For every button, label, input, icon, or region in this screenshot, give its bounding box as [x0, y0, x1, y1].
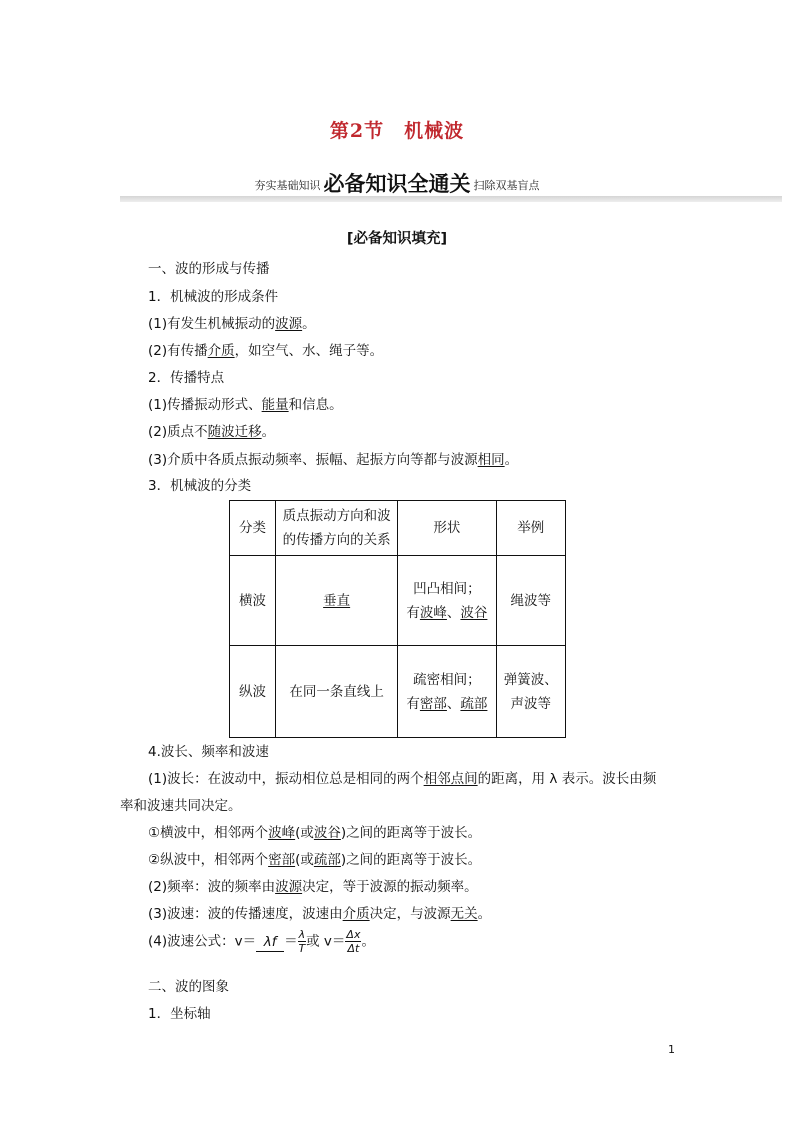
text-line: (2)质点不随波迁移。 — [148, 424, 276, 440]
section-header: [必备知识填充] — [346, 231, 448, 247]
text-line: (1)有发生机械振动的波源。 — [148, 316, 316, 332]
wave-classification-table — [229, 500, 566, 738]
formula-blank: λf — [256, 933, 284, 952]
table-row — [230, 556, 566, 646]
heading-1-3: 3．机械波的分类 — [148, 478, 252, 494]
text-line: ②纵波中，相邻两个密部(或疏部)之间的距离等于波长。 — [148, 852, 482, 868]
table-cell: 横波 — [230, 556, 276, 646]
text-line: (3)介质中各质点振动频率、振幅、起振方向等都与波源相同。 — [148, 452, 519, 468]
table-header-row — [230, 501, 566, 556]
table-cell: 绳波等 — [496, 556, 566, 646]
table-row — [230, 646, 566, 738]
banner-center: 必备知识全通关 — [323, 172, 471, 196]
table-cell: 凹凸相间； 有波峰、波谷 — [398, 556, 496, 646]
table-header: 举例 — [496, 501, 566, 556]
heading-1-4: 4.波长、频率和波速 — [148, 744, 269, 760]
formula-line: (4)波速公式：v＝ λf ＝ $\frac{\lambda}{T}$ 或 v＝ $\frac{\Delta x}{\Delta t}$ 。 — [148, 928, 375, 955]
banner-left: 夯实基础知识 — [254, 179, 321, 192]
heading-1-2: 2．传播特点 — [148, 370, 225, 386]
text-line: (3)波速：波的传播速度，波速由介质决定，与波源无关。 — [148, 906, 492, 922]
table-cell: 在同一条直线上 — [275, 646, 397, 738]
table-cell: 弹簧波、 声波等 — [496, 646, 566, 738]
table-header: 质点振动方向和波的传播方向的关系 — [275, 501, 397, 556]
section-banner — [0, 172, 794, 198]
text-line: (1)传播振动形式、能量和信息。 — [148, 397, 343, 413]
fraction: $\frac{\Delta x}{\Delta t}$ — [346, 928, 361, 955]
banner-right: 扫除双基盲点 — [473, 179, 540, 192]
heading-2-1: 1．坐标轴 — [148, 1006, 211, 1022]
text-line: (1)波长：在波动中，振动相位总是相同的两个相邻点间的距离，用 λ 表示。波长由频 — [148, 771, 657, 787]
page-number: 1 — [668, 1043, 675, 1056]
table-cell: 疏密相间； 有密部、疏部 — [398, 646, 496, 738]
table-cell: 垂直 — [275, 556, 397, 646]
page-title: 第2节 机械波 — [329, 120, 465, 142]
table-header: 形状 — [398, 501, 496, 556]
heading-2: 二、波的图象 — [148, 979, 229, 995]
heading-1: 一、波的形成与传播 — [148, 261, 270, 277]
heading-1-1: 1．机械波的形成条件 — [148, 289, 279, 305]
table-header: 分类 — [230, 501, 276, 556]
table-cell: 纵波 — [230, 646, 276, 738]
text-line: ①横波中，相邻两个波峰(或波谷)之间的距离等于波长。 — [148, 825, 482, 841]
text-line: (2)有传播介质，如空气、水、绳子等。 — [148, 343, 384, 359]
text-line: 率和波速共同决定。 — [120, 798, 242, 814]
text-line: (2)频率：波的频率由波源决定，等于波源的振动频率。 — [148, 879, 478, 895]
fraction: $\frac{\lambda}{T}$ — [298, 928, 306, 955]
